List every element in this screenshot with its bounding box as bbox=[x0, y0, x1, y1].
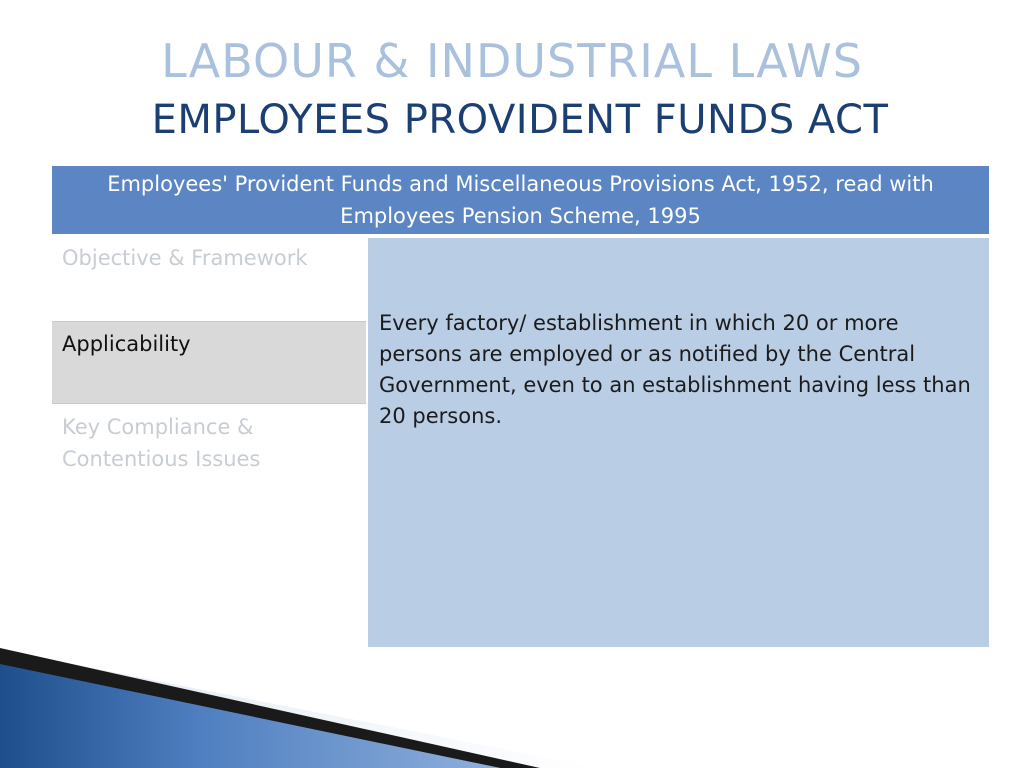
tab-applicability-label: Applicability bbox=[62, 332, 191, 356]
content-panel bbox=[367, 238, 989, 647]
act-header bbox=[52, 166, 989, 234]
applicability-text: Every factory/ establishment in which 20 or more persons are employed or as notified by the Central Government, even to an establishment having less than 20 persons. bbox=[379, 311, 971, 428]
tab-key-compliance[interactable] bbox=[52, 405, 366, 495]
tab-applicability[interactable] bbox=[52, 321, 366, 404]
tab-key-compliance-label: Key Compliance & Contentious Issues bbox=[62, 415, 261, 471]
slide-subtitle: EMPLOYEES PROVIDENT FUNDS ACT bbox=[151, 97, 889, 143]
act-header-text: Employees' Provident Funds and Miscellaneous Provisions Act, 1952, read with Employees Pension Scheme, 1995 bbox=[107, 172, 934, 228]
tab-objective-framework[interactable] bbox=[52, 236, 366, 320]
tab-objective-framework-label: Objective & Framework bbox=[62, 246, 308, 270]
slide-title: LABOUR & INDUSTRIAL LAWS bbox=[161, 34, 863, 88]
decorative-swoosh bbox=[0, 640, 1024, 768]
